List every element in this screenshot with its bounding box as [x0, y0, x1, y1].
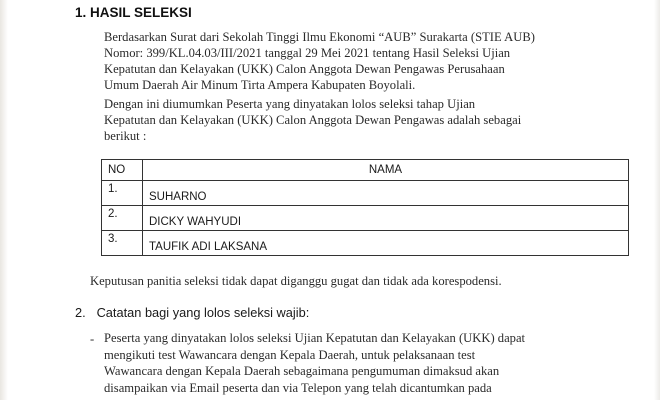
row-name: SUHARNO — [143, 181, 629, 206]
section-2-heading — [75, 305, 309, 320]
row-no: 3. — [102, 231, 143, 256]
paper-shadow-right — [654, 0, 660, 400]
header-nama: NAMA — [143, 160, 629, 181]
row-no: 1. — [102, 181, 143, 206]
decision-statement: Keputusan panitia seleksi tidak dapat diganggu gugat dan tidak ada korespodensi. — [90, 274, 502, 288]
bullet-line: mengikuti test Wawancara dengan Kepala Daerah, untuk pelaksanaan test — [104, 347, 476, 362]
header-no: NO — [102, 160, 143, 181]
intro-paragraph — [104, 29, 624, 93]
table-row — [102, 181, 629, 206]
intro-line: Umum Daerah Air Minum Tirta Ampera Kabupaten Boyolali. — [104, 78, 416, 92]
row-no: 2. — [102, 206, 143, 231]
table-row — [102, 231, 629, 256]
intro-line: Berdasarkan Surat dari Sekolah Tinggi Ilmu Ekonomi “AUB” Surakarta (STIE AUB) — [104, 30, 535, 44]
bullet-line: Peserta yang dinyatakan lolos seleksi Ujian Kepatutan dan Kelayakan (UKK) dapat — [104, 331, 526, 345]
table-header-row — [102, 160, 629, 181]
section-1-heading: 1. HASIL SELEKSI — [75, 5, 192, 20]
announcement-line: Dengan ini diumumkan Peserta yang dinyatakan lolos seleksi tahap Ujian — [104, 97, 476, 111]
intro-line: Kepatutan dan Kelayakan (UKK) Calon Anggota Dewan Pengawas Perusahaan — [104, 62, 505, 76]
bullet-line: Wawancara dengan Kepala Daerah sebagaimana pengumuman dimaksud akan — [104, 364, 500, 378]
paper-shadow-left — [0, 0, 8, 400]
row-name: TAUFIK ADI LAKSANA — [143, 231, 629, 256]
bullet-line: disampaikan via Email peserta dan via Telepon yang telah dicantumkan pada — [104, 380, 492, 395]
announcement-paragraph — [104, 96, 624, 144]
row-name: DICKY WAHYUDI — [143, 206, 629, 231]
bullet-marker: - — [90, 332, 95, 346]
announcement-line: Kepatutan dan Kelayakan (UKK) Calon Anggota Dewan Pengawas adalah sebagai — [104, 113, 522, 127]
section-2-number: 2. — [75, 305, 86, 320]
announcement-line: berikut : — [104, 129, 147, 143]
table-row — [102, 206, 629, 231]
intro-line: Nomor: 399/KL.04.03/III/2021 tanggal 29 Mei 2021 tentang Hasil Seleksi Ujian — [104, 46, 511, 60]
bullet-paragraph — [104, 330, 525, 396]
selection-table — [101, 159, 629, 256]
section-2-title: Catatan bagi yang lolos seleksi wajib: — [96, 305, 310, 320]
